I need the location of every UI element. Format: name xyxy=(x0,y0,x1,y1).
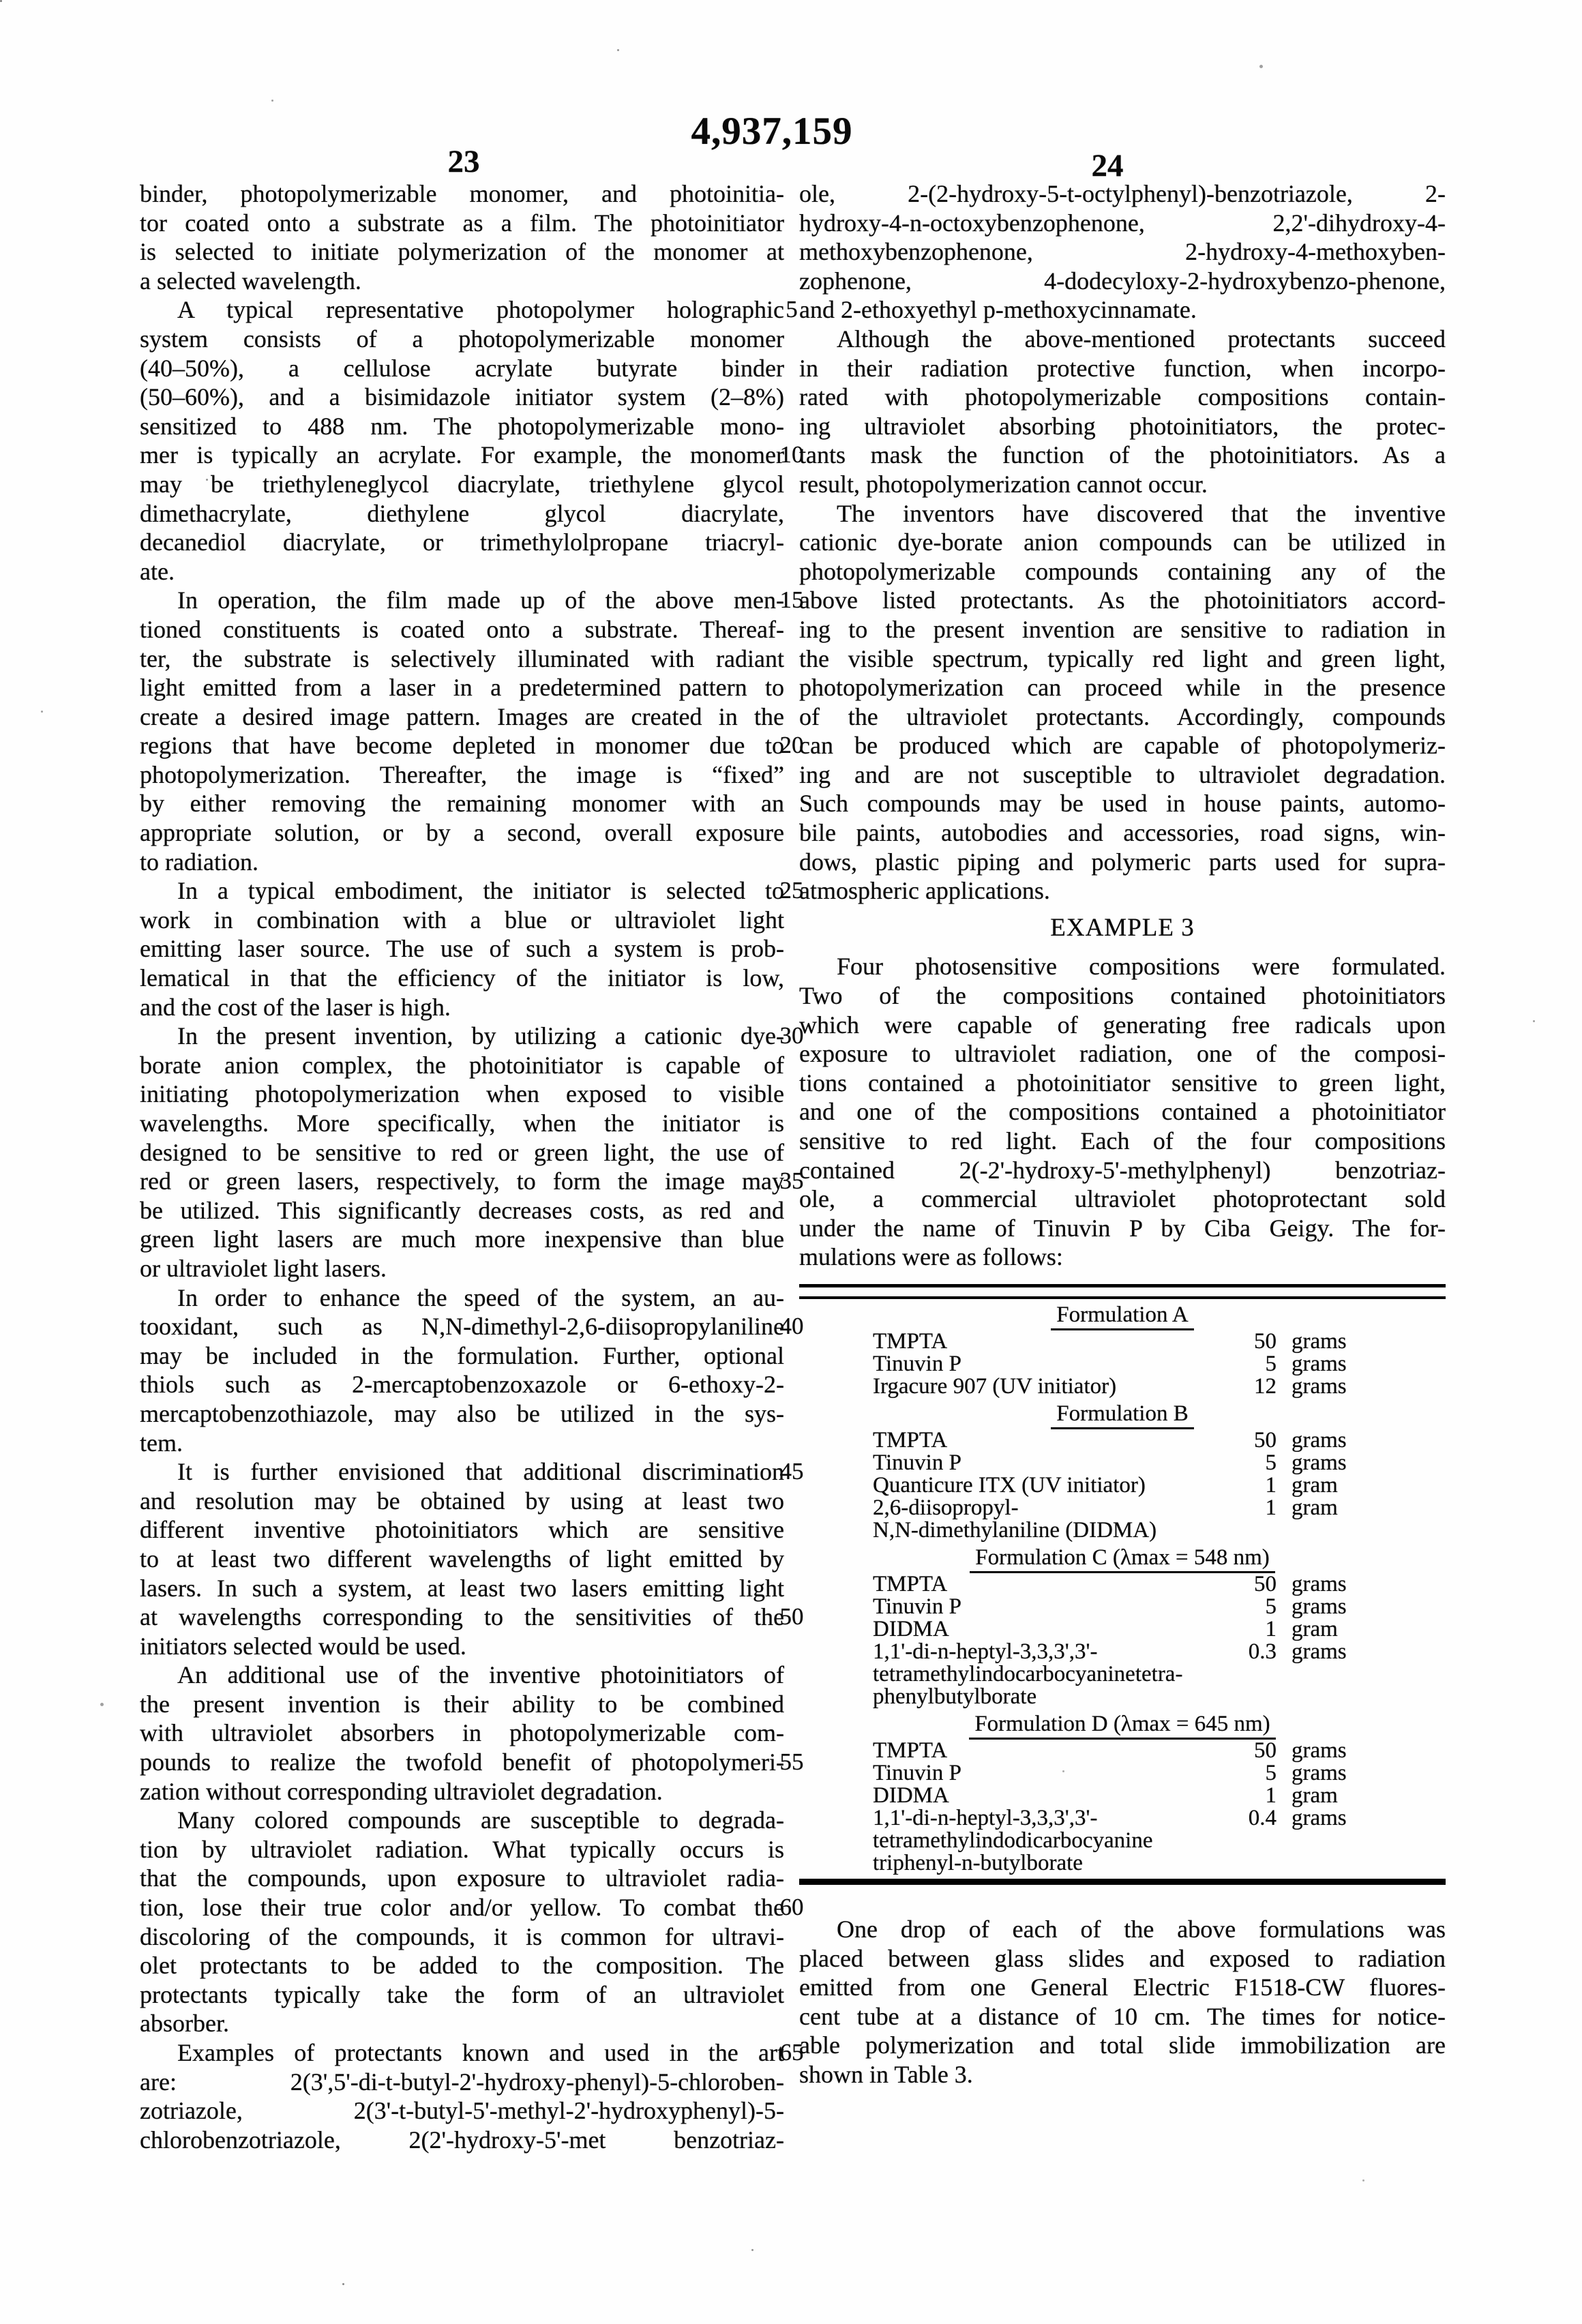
ingredient-amount: 50 xyxy=(1254,1738,1277,1763)
text-line: chlorobenzotriazole, 2(2'-hydroxy-5'-met benzotriaz- xyxy=(140,2126,784,2154)
text-line: ter, the substrate is selectively illuminated with radiant xyxy=(140,644,784,672)
line-number: 10 xyxy=(779,441,804,468)
table-row xyxy=(799,1497,1446,1519)
text-line: ate. xyxy=(140,557,175,585)
text-line: above listed protectants. As the photoinitiators accord- xyxy=(799,586,1446,614)
text-line: Many colored compounds are susceptible to degrada- xyxy=(177,1806,784,1834)
ingredient-amount: 0.3 xyxy=(1248,1639,1277,1664)
table-row xyxy=(799,1452,1446,1474)
formulation-heading-label: Formulation B xyxy=(1051,1401,1193,1429)
text-line: Two of the compositions contained photoinitiators xyxy=(799,982,1446,1010)
text-line: ing to the present invention are sensitive to radiation in xyxy=(799,615,1446,643)
text-line: work in combination with a blue or ultraviolet light xyxy=(140,906,784,934)
left-text-column xyxy=(140,179,784,2154)
line-number: 65 xyxy=(779,2039,804,2066)
column-page-number-left: 23 xyxy=(447,144,480,179)
text-line: lematical in that the efficiency of the initiator is low, xyxy=(140,964,784,992)
line-number: 55 xyxy=(779,1748,804,1776)
right-column-top-paragraphs xyxy=(799,179,1446,906)
text-line: cationic dye-borate anion compounds can be utilized in xyxy=(799,528,1446,556)
text-line: sensitive to red light. Each of the four compositions xyxy=(799,1127,1446,1154)
text-line: the present invention is their ability to be combined xyxy=(140,1690,784,1718)
text-line: In the present invention, by utilizing a cationic dye- xyxy=(177,1022,784,1050)
text-line: dows, plastic piping and polymeric parts used for supra- xyxy=(799,848,1446,876)
line-number: 40 xyxy=(779,1313,804,1340)
ingredient-label: DIDMA xyxy=(873,1616,949,1641)
ingredient-amount: 5 xyxy=(1265,1450,1277,1475)
text-line: mer is typically an acrylate. For example, the monomer xyxy=(140,441,784,469)
text-line: tooxidant, such as N,N-dimethyl-2,6-diisopropylaniline xyxy=(140,1313,784,1341)
text-line: dimethacrylate, diethylene glycol diacrylate, xyxy=(140,499,784,527)
text-line: which were capable of generating free radicals upon xyxy=(799,1011,1446,1039)
text-line: In a typical embodiment, the initiator is selected to xyxy=(177,877,784,905)
text-line: to radiation. xyxy=(140,848,258,876)
ingredient-label: Tinuvin P xyxy=(873,1760,961,1785)
text-line: create a desired image pattern. Images are created in the xyxy=(140,702,784,730)
text-line: discoloring of the compounds, it is common for ultravi- xyxy=(140,1922,784,1950)
text-line: olet protectants to be added to the composition. The xyxy=(140,1952,784,1980)
line-number: 45 xyxy=(779,1458,804,1485)
line-number: 50 xyxy=(779,1603,804,1630)
ingredient-label: TMPTA xyxy=(873,1738,948,1763)
text-line: atmospheric applications. xyxy=(799,877,1050,905)
text-line: able polymerization and total slide immobilization are xyxy=(799,2031,1446,2059)
text-line: decanediol diacrylate, or trimethylolpropane triacryl- xyxy=(140,528,784,556)
text-line: and one of the compositions contained a photoinitiator xyxy=(799,1098,1446,1126)
text-line: photopolymerizable compounds containing any of the xyxy=(799,557,1446,585)
text-line: tor coated onto a substrate as a film. The photoinitiator xyxy=(140,209,784,237)
line-number: 5 xyxy=(786,296,798,323)
ingredient-amount: 1 xyxy=(1265,1616,1277,1641)
ingredient-label: Tinuvin P xyxy=(873,1594,961,1619)
ingredient-label: phenylbutylborate xyxy=(873,1684,1037,1709)
text-line: emitted from one General Electric F1518-CW fluores- xyxy=(799,1973,1446,2001)
table-row xyxy=(799,1573,1446,1596)
scan-speckles xyxy=(0,0,2,2)
text-line: placed between glass slides and exposed to radiation xyxy=(799,1944,1446,1972)
text-line: result, photopolymerization cannot occur. xyxy=(799,470,1208,498)
table-row xyxy=(799,1375,1446,1398)
text-line: methoxybenzophenone, 2-hydroxy-4-methoxyben- xyxy=(799,238,1446,266)
ingredient-amount: 0.4 xyxy=(1248,1805,1277,1830)
text-line: designed to be sensitive to red or green light, the use of xyxy=(140,1138,784,1166)
table-row xyxy=(799,1474,1446,1497)
text-line: in their radiation protective function, when incorpo- xyxy=(799,354,1446,382)
text-line: of the ultraviolet protectants. Accordingly, compounds xyxy=(799,702,1446,730)
ingredient-label: Irgacure 907 (UV initiator) xyxy=(873,1373,1117,1399)
text-line: thiols such as 2-mercaptobenzoxazole or 6-ethoxy-2- xyxy=(140,1371,784,1399)
text-line: or ultraviolet light lasers. xyxy=(140,1254,387,1282)
text-line: initiating photopolymerization when exposed to visible xyxy=(140,1080,784,1108)
table-row xyxy=(799,1641,1446,1663)
table-row xyxy=(799,1762,1446,1785)
text-line: sensitized to 488 nm. The photopolymerizable mono- xyxy=(140,412,784,440)
formulation-heading xyxy=(799,1545,1446,1570)
ingredient-label: TMPTA xyxy=(873,1328,948,1354)
ingredient-label: 2,6-diisopropyl- xyxy=(873,1495,1019,1520)
text-line: the visible spectrum, typically red light and green light, xyxy=(799,644,1446,672)
table-row-continuation xyxy=(799,1663,1446,1686)
text-line: binder, photopolymerizable monomer, and photoinitia- xyxy=(140,180,784,207)
formulation-heading-label: Formulation C (λmax = 548 nm) xyxy=(970,1545,1275,1573)
ingredient-label: 1,1'-di-n-heptyl-3,3,3',3'- xyxy=(873,1805,1098,1830)
table-row-continuation xyxy=(799,1686,1446,1708)
text-line: bile paints, autobodies and accessories, road signs, win- xyxy=(799,819,1446,847)
text-line: cent tube at a distance of 10 cm. The times for notice- xyxy=(799,2002,1446,2030)
text-line: emitting laser source. The use of such a system is prob- xyxy=(140,935,784,963)
right-text-column xyxy=(799,179,1446,2089)
text-line: lasers. In such a system, at least two lasers emitting light xyxy=(140,1574,784,1602)
text-line: exposure to ultraviolet radiation, one of the composi- xyxy=(799,1040,1446,1068)
ingredient-label: Quanticure ITX (UV initiator) xyxy=(873,1472,1146,1498)
example-heading: EXAMPLE 3 xyxy=(1050,913,1195,942)
text-line: Such compounds may be used in house paints, automo- xyxy=(799,790,1446,818)
ingredient-amount: 50 xyxy=(1254,1328,1277,1354)
text-line: initiators selected would be used. xyxy=(140,1632,466,1660)
formulation-heading xyxy=(799,1302,1446,1328)
formulation-heading-label: Formulation A xyxy=(1051,1302,1193,1330)
ingredient-amount: 5 xyxy=(1265,1351,1277,1376)
text-line: A typical representative photopolymer holographic xyxy=(177,296,784,324)
ingredient-unit: grams xyxy=(1292,1351,1347,1376)
text-line: mulations were as follows: xyxy=(799,1243,1063,1271)
text-line: pounds to realize the twofold benefit of photopolymeri- xyxy=(140,1748,784,1776)
formulation-table xyxy=(799,1284,1446,1885)
line-number: 25 xyxy=(779,877,804,904)
ingredient-label: DIDMA xyxy=(873,1783,949,1808)
text-line: and 2-ethoxyethyl p-methoxycinnamate. xyxy=(799,296,1197,324)
text-line: that the compounds, upon exposure to ultraviolet radia- xyxy=(140,1864,784,1892)
table-row xyxy=(799,1618,1446,1641)
ingredient-amount: 5 xyxy=(1265,1594,1277,1619)
text-line: tion, lose their true color and/or yellow. To combat the xyxy=(140,1894,784,1922)
text-line: at wavelengths corresponding to the sensitivities of the xyxy=(140,1603,784,1631)
formulation-heading xyxy=(799,1711,1446,1737)
text-line: absorber. xyxy=(140,2010,229,2038)
text-line: different inventive photoinitiators which are sensitive xyxy=(140,1516,784,1544)
ingredient-amount: 5 xyxy=(1265,1760,1277,1785)
text-line: (50–60%), and a bisimidazole initiator system (2–8%) xyxy=(140,383,784,411)
text-line: zophenone, 4-dodecyloxy-2-hydroxybenzo-phenone, xyxy=(799,267,1446,295)
text-line: Although the above-mentioned protectants succeed xyxy=(837,325,1446,353)
patent-number: 4,937,159 xyxy=(691,110,853,153)
ingredient-unit: gram xyxy=(1292,1472,1338,1498)
ingredient-unit: grams xyxy=(1292,1760,1347,1785)
text-line: a selected wavelength. xyxy=(140,267,361,295)
text-line: tants mask the function of the photoinitiators. As a xyxy=(799,441,1446,469)
table-body xyxy=(799,1302,1446,1875)
ingredient-unit: grams xyxy=(1292,1805,1347,1830)
text-line: may be triethyleneglycol diacrylate, triethylene glycol xyxy=(140,470,784,498)
text-line: contained 2(-2'-hydroxy-5'-methylphenyl) benzotriaz- xyxy=(799,1156,1446,1184)
ingredient-unit: grams xyxy=(1292,1450,1347,1475)
table-row-continuation xyxy=(799,1830,1446,1852)
text-line: shown in Table 3. xyxy=(799,2060,973,2088)
text-line: borate anion complex, the photoinitiator is capable of xyxy=(140,1051,784,1079)
text-line: An additional use of the inventive photoinitiators of xyxy=(177,1661,784,1689)
table-row-continuation xyxy=(799,1519,1446,1542)
line-number: 35 xyxy=(779,1167,804,1195)
ingredient-unit: grams xyxy=(1292,1427,1347,1452)
text-line: and resolution may be obtained by using at least two xyxy=(140,1487,784,1515)
ingredient-unit: gram xyxy=(1292,1616,1338,1641)
ingredient-amount: 50 xyxy=(1254,1427,1277,1452)
column-page-number-right: 24 xyxy=(1091,148,1124,183)
text-line: hydroxy-4-n-octoxybenzophenone, 2,2'-dihydroxy-4- xyxy=(799,209,1446,237)
ingredient-label: TMPTA xyxy=(873,1571,948,1596)
text-line: zation without corresponding ultraviolet degradation. xyxy=(140,1777,663,1805)
closing-paragraph xyxy=(799,1915,1446,2089)
ingredient-unit: grams xyxy=(1292,1594,1347,1619)
text-line: mercaptobenzothiazole, may also be utilized in the sys- xyxy=(140,1399,784,1427)
ingredient-label: Tinuvin P xyxy=(873,1351,961,1376)
text-line: In operation, the film made up of the above men- xyxy=(177,586,784,614)
text-line: wavelengths. More specifically, when the initiator is xyxy=(140,1109,784,1137)
table-row xyxy=(799,1429,1446,1452)
table-bottom-rule xyxy=(799,1879,1446,1885)
text-line: It is further envisioned that additional discrimination xyxy=(177,1458,784,1486)
ingredient-amount: 1 xyxy=(1265,1495,1277,1520)
text-line: photopolymerization can proceed while in the presence xyxy=(799,674,1446,702)
text-line: zotriazole, 2(3'-t-butyl-5'-methyl-2'-hydroxyphenyl)-5- xyxy=(140,2097,784,2125)
text-line: tem. xyxy=(140,1429,183,1457)
formulation-heading-label: Formulation D (λmax = 645 nm) xyxy=(969,1712,1275,1740)
table-row xyxy=(799,1596,1446,1618)
text-line: ole, 2-(2-hydroxy-5-t-octylphenyl)-benzotriazole, 2- xyxy=(799,180,1446,207)
text-line: red or green lasers, respectively, to form the image may xyxy=(140,1167,784,1195)
table-row xyxy=(799,1330,1446,1353)
text-line: Four photosensitive compositions were formulated. xyxy=(837,953,1446,981)
table-row xyxy=(799,1785,1446,1807)
text-line: ing ultraviolet absorbing photoinitiators, the protec- xyxy=(799,412,1446,440)
ingredient-label: tetramethylindocarbocyaninetetra- xyxy=(873,1661,1183,1686)
text-line: under the name of Tinuvin P by Ciba Geigy. The for- xyxy=(799,1214,1446,1242)
ingredient-amount: 1 xyxy=(1265,1472,1277,1498)
table-top-rule xyxy=(799,1284,1446,1299)
line-number: 15 xyxy=(779,586,804,614)
ingredient-unit: grams xyxy=(1292,1639,1347,1664)
ingredient-unit: grams xyxy=(1292,1373,1347,1399)
text-line: and the cost of the laser is high. xyxy=(140,993,451,1021)
ingredient-unit: gram xyxy=(1292,1783,1338,1808)
text-line: may be included in the formulation. Further, optional xyxy=(140,1341,784,1369)
text-line: green light lasers are much more inexpensive than blue xyxy=(140,1225,784,1253)
ingredient-label: 1,1'-di-n-heptyl-3,3,3',3'- xyxy=(873,1639,1098,1664)
ingredient-unit: grams xyxy=(1292,1571,1347,1596)
ingredient-amount: 50 xyxy=(1254,1571,1277,1596)
ingredient-unit: grams xyxy=(1292,1738,1347,1763)
text-line: photopolymerization. Thereafter, the image is “fixed” xyxy=(140,760,784,788)
text-line: The inventors have discovered that the inventive xyxy=(837,499,1446,527)
text-line: ole, a commercial ultraviolet photoprotectant sold xyxy=(799,1185,1446,1213)
table-row xyxy=(799,1740,1446,1762)
table-row-continuation xyxy=(799,1852,1446,1875)
ingredient-label: TMPTA xyxy=(873,1427,948,1452)
text-line: by either removing the remaining monomer with an xyxy=(140,790,784,818)
ingredient-label: tetramethylindodicarbocyanine xyxy=(873,1828,1153,1853)
text-line: tions contained a photoinitiator sensitive to green light, xyxy=(799,1069,1446,1097)
ingredient-unit: gram xyxy=(1292,1495,1338,1520)
text-line: (40–50%), a cellulose acrylate butyrate binder xyxy=(140,354,784,382)
text-line: rated with photopolymerizable compositions contain- xyxy=(799,383,1446,411)
text-line: with ultraviolet absorbers in photopolymerizable com- xyxy=(140,1719,784,1747)
text-line: light emitted from a laser in a predetermined pattern to xyxy=(140,674,784,702)
formulation-heading xyxy=(799,1401,1446,1427)
ingredient-label: N,N-dimethylaniline (DIDMA) xyxy=(873,1517,1157,1543)
text-line: be utilized. This significantly decreases costs, as red and xyxy=(140,1196,784,1224)
example-paragraph xyxy=(799,952,1446,1272)
ingredient-label: triphenyl-n-butylborate xyxy=(873,1850,1083,1875)
line-number: 20 xyxy=(779,732,804,759)
text-line: One drop of each of the above formulations was xyxy=(837,1915,1446,1943)
ingredient-amount: 12 xyxy=(1254,1373,1277,1399)
text-line: tion by ultraviolet radiation. What typically occurs is xyxy=(140,1835,784,1863)
text-line: In order to enhance the speed of the system, an au- xyxy=(177,1283,784,1311)
text-line: tioned constituents is coated onto a substrate. Thereaf- xyxy=(140,615,784,643)
text-line: ing and are not susceptible to ultraviolet degradation. xyxy=(799,760,1446,788)
table-row xyxy=(799,1353,1446,1375)
text-line: can be produced which are capable of photopolymeriz- xyxy=(799,732,1446,760)
text-line: to at least two different wavelengths of light emitted by xyxy=(140,1545,784,1573)
ingredient-label: Tinuvin P xyxy=(873,1450,961,1475)
text-line: are: 2(3',5'-di-t-butyl-2'-hydroxy-phenyl)-5-chloroben- xyxy=(140,2068,784,2096)
text-line: Examples of protectants known and used in the art xyxy=(177,2039,784,2066)
ingredient-amount: 1 xyxy=(1265,1783,1277,1808)
line-number: 60 xyxy=(779,1894,804,1921)
text-line: is selected to initiate polymerization of the monomer at xyxy=(140,238,784,266)
line-number: 30 xyxy=(779,1022,804,1049)
table-row xyxy=(799,1807,1446,1830)
text-line: protectants typically take the form of an ultraviolet xyxy=(140,1980,784,2008)
ingredient-unit: grams xyxy=(1292,1328,1347,1354)
text-line: system consists of a photopolymerizable monomer xyxy=(140,325,784,353)
text-line: appropriate solution, or by a second, overall exposure xyxy=(140,819,784,847)
text-line: regions that have become depleted in monomer due to xyxy=(140,732,784,760)
